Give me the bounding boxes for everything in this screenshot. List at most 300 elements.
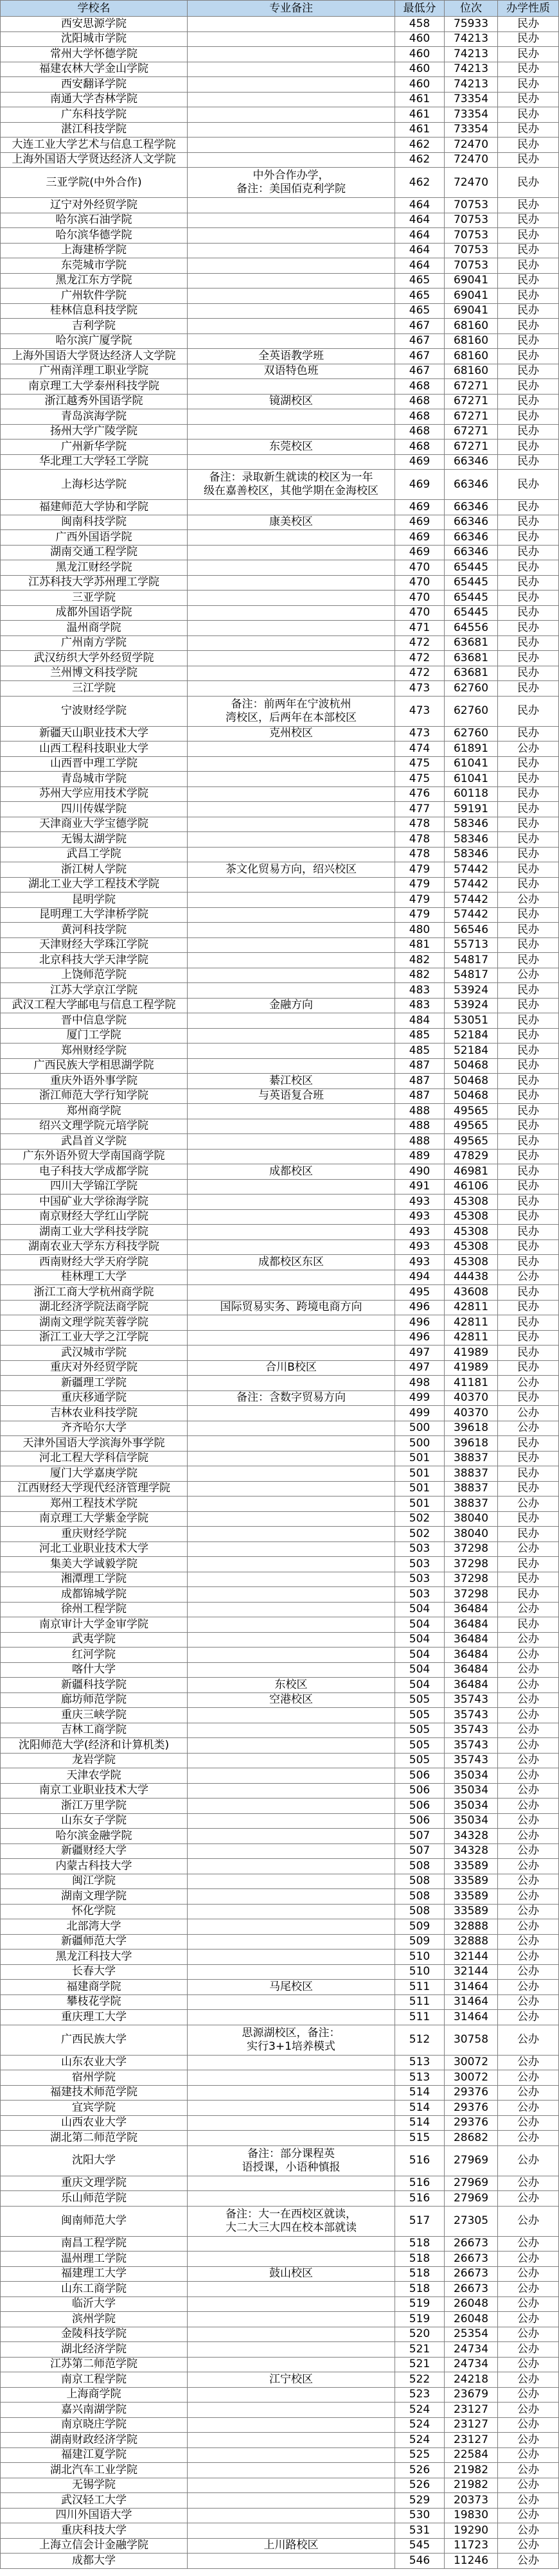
school-type-cell: 公办	[498, 1995, 559, 2010]
rank-cell: 64556	[445, 621, 498, 635]
table-row	[0, 1195, 559, 1210]
rank-cell: 65445	[445, 606, 498, 621]
rank-cell: 42811	[445, 1301, 498, 1315]
rank-cell: 36484	[445, 1663, 498, 1678]
min-score-cell: 501	[395, 1466, 445, 1481]
note-cell	[188, 1587, 395, 1602]
rank-cell: 29376	[445, 2101, 498, 2115]
rank-cell: 24218	[445, 2372, 498, 2387]
table-row	[0, 727, 559, 742]
school-type-cell: 民办	[498, 1315, 559, 1330]
note-cell	[188, 379, 395, 394]
note-cell	[188, 228, 395, 243]
table-row	[0, 168, 559, 198]
school-name-cell: 新疆师范大学	[0, 1935, 188, 1950]
note-cell	[188, 1768, 395, 1783]
table-row	[0, 1315, 559, 1331]
rank-cell: 68160	[445, 349, 498, 364]
note-cell	[188, 1376, 395, 1390]
note-cell	[188, 681, 395, 696]
rank-cell: 50468	[445, 1059, 498, 1074]
rank-cell: 42811	[445, 1315, 498, 1330]
note-cell	[188, 938, 395, 953]
table-row	[0, 1512, 559, 1527]
school-name-cell: 广州南方学院	[0, 636, 188, 651]
school-type-cell: 民办	[498, 258, 559, 273]
table-row	[0, 409, 559, 425]
school-type-cell: 公办	[498, 1784, 559, 1799]
school-name-cell: 山西农业大学	[0, 2116, 188, 2131]
min-score-cell: 496	[395, 1301, 445, 1315]
note-cell	[188, 1104, 395, 1119]
note-cell	[188, 1331, 395, 1346]
note-cell: 成都校区东区	[188, 1255, 395, 1270]
school-name-cell: 福建江夏学院	[0, 2448, 188, 2463]
table-row	[0, 1889, 559, 1905]
table-row	[0, 1874, 559, 1890]
school-name-cell: 浙江师范大学行知学院	[0, 1089, 188, 1104]
min-score-cell: 477	[395, 802, 445, 817]
min-score-cell: 470	[395, 606, 445, 621]
table-row	[0, 1980, 559, 1995]
table-row	[0, 2176, 559, 2192]
note-cell	[188, 1557, 395, 1572]
min-score-cell: 490	[395, 1164, 445, 1179]
note-cell	[188, 500, 395, 515]
rank-cell: 37298	[445, 1542, 498, 1557]
min-score-cell: 491	[395, 1180, 445, 1195]
table-row	[0, 1557, 559, 1572]
min-score-cell: 489	[395, 1150, 445, 1164]
note-cell	[188, 244, 395, 258]
school-type-cell: 民办	[498, 848, 559, 862]
note-cell	[188, 1648, 395, 1662]
school-name-cell: 电子科技大学成都学院	[0, 1164, 188, 1179]
school-type-cell: 民办	[498, 47, 559, 62]
rank-cell: 23127	[445, 2418, 498, 2433]
min-score-cell: 469	[395, 530, 445, 545]
note-cell	[188, 878, 395, 893]
school-name-cell: 广州南洋理工职业学院	[0, 364, 188, 379]
table-row	[0, 999, 559, 1014]
min-score-cell: 468	[395, 425, 445, 440]
school-type-cell: 公办	[498, 2056, 559, 2070]
rank-cell: 69041	[445, 274, 498, 289]
table-row	[0, 2539, 559, 2554]
school-type-cell: 民办	[498, 470, 559, 499]
school-name-cell: 广州软件学院	[0, 289, 188, 303]
rank-cell: 70753	[445, 198, 498, 213]
min-score-cell: 508	[395, 1859, 445, 1874]
school-name-cell: 福建理工大学	[0, 2267, 188, 2282]
school-name-cell: 闽南师范大学	[0, 2207, 188, 2236]
header-rank: 位次	[445, 1, 498, 16]
rank-cell: 40370	[445, 1391, 498, 1406]
school-type-cell: 民办	[498, 1512, 559, 1527]
rank-cell: 54817	[445, 953, 498, 968]
rank-cell: 35743	[445, 1754, 498, 1768]
school-name-cell: 四川外国语大学	[0, 2509, 188, 2523]
table-row	[0, 2372, 559, 2388]
school-type-cell: 公办	[498, 1874, 559, 1889]
min-score-cell: 467	[395, 349, 445, 364]
table-row	[0, 1527, 559, 1542]
rank-cell: 30758	[445, 2025, 498, 2055]
school-type-cell: 民办	[498, 1331, 559, 1346]
school-name-cell: 四川大学锦江学院	[0, 1180, 188, 1195]
table-row	[0, 817, 559, 833]
table-row	[0, 17, 559, 32]
min-score-cell: 508	[395, 1874, 445, 1889]
rank-cell: 68160	[445, 334, 498, 349]
note-cell	[188, 1270, 395, 1285]
school-name-cell: 湖北经济学院	[0, 2342, 188, 2357]
school-name-cell: 福建技术师范学院	[0, 2086, 188, 2101]
note-cell	[188, 2554, 395, 2568]
table-row	[0, 1255, 559, 1270]
rank-cell: 66346	[445, 530, 498, 545]
table-row	[0, 1180, 559, 1195]
school-type-cell: 民办	[498, 1195, 559, 1209]
school-type-cell: 民办	[498, 334, 559, 349]
table-row	[0, 1617, 559, 1633]
school-name-cell: 桂林理工大学	[0, 1270, 188, 1285]
school-type-cell: 民办	[498, 666, 559, 681]
table-row	[0, 2101, 559, 2116]
school-type-cell: 公办	[498, 1859, 559, 1874]
rank-cell: 49565	[445, 1104, 498, 1119]
table-row	[0, 2267, 559, 2282]
note-cell	[188, 651, 395, 666]
school-name-cell: 四川传媒学院	[0, 802, 188, 817]
rank-cell: 73354	[445, 123, 498, 138]
school-name-cell: 东莞城市学院	[0, 258, 188, 273]
table-row	[0, 742, 559, 757]
rank-cell: 73354	[445, 107, 498, 122]
table-row	[0, 1648, 559, 1663]
table-row	[0, 1210, 559, 1225]
rank-cell: 38837	[445, 1497, 498, 1511]
school-type-cell: 民办	[498, 1210, 559, 1225]
school-type-cell: 公办	[498, 2252, 559, 2266]
school-name-cell: 广西民族大学	[0, 2025, 188, 2055]
rank-cell: 38040	[445, 1527, 498, 1541]
school-name-cell: 福建商学院	[0, 1980, 188, 1994]
min-score-cell: 493	[395, 1210, 445, 1225]
min-score-cell: 479	[395, 862, 445, 877]
min-score-cell: 479	[395, 878, 445, 893]
table-row	[0, 2146, 559, 2176]
rank-cell: 52184	[445, 1029, 498, 1044]
school-name-cell: 天津农学院	[0, 1768, 188, 1783]
min-score-cell: 531	[395, 2523, 445, 2538]
rank-cell: 42811	[445, 1331, 498, 1346]
table-row	[0, 2509, 559, 2524]
rank-cell: 35034	[445, 1814, 498, 1829]
school-type-cell: 民办	[498, 817, 559, 832]
rank-cell: 65445	[445, 576, 498, 591]
min-score-cell: 496	[395, 1315, 445, 1330]
note-cell	[188, 32, 395, 47]
min-score-cell: 469	[395, 500, 445, 515]
note-cell: 上川路校区	[188, 2539, 395, 2554]
school-type-cell: 公办	[498, 2191, 559, 2206]
min-score-cell: 476	[395, 787, 445, 802]
rank-cell: 24734	[445, 2342, 498, 2357]
min-score-cell: 504	[395, 1663, 445, 1678]
school-type-cell: 民办	[498, 32, 559, 47]
school-type-cell: 民办	[498, 1301, 559, 1315]
table-row	[0, 1572, 559, 1588]
school-name-cell: 黑龙江财经学院	[0, 560, 188, 575]
note-cell: 成都校区	[188, 1164, 395, 1179]
school-type-cell: 公办	[498, 2207, 559, 2236]
school-name-cell: 南京理工大学紫金学院	[0, 1512, 188, 1527]
school-name-cell: 扬州大学广陵学院	[0, 425, 188, 440]
school-type-cell: 公办	[498, 2388, 559, 2403]
min-score-cell: 473	[395, 681, 445, 696]
table-row	[0, 2056, 559, 2071]
note-cell	[188, 1315, 395, 1330]
school-name-cell: 广州新华学院	[0, 440, 188, 454]
school-name-cell: 福建师范大学协和学院	[0, 500, 188, 515]
table-row	[0, 1436, 559, 1452]
table-row	[0, 228, 559, 244]
school-type-cell: 民办	[498, 168, 559, 197]
rank-cell: 58346	[445, 848, 498, 862]
min-score-cell: 516	[395, 2146, 445, 2176]
rank-cell: 54817	[445, 968, 498, 983]
min-score-cell: 520	[395, 2327, 445, 2342]
rank-cell: 29376	[445, 2086, 498, 2101]
table-row	[0, 1678, 559, 1693]
school-type-cell: 公办	[498, 2131, 559, 2145]
rank-cell: 65445	[445, 591, 498, 605]
min-score-cell: 521	[395, 2342, 445, 2357]
rank-cell: 33589	[445, 1905, 498, 1919]
table-row	[0, 244, 559, 259]
school-type-cell: 公办	[498, 2176, 559, 2191]
school-type-cell: 民办	[498, 1452, 559, 1466]
rank-cell: 70753	[445, 258, 498, 273]
rank-cell: 68160	[445, 364, 498, 379]
table-row	[0, 1482, 559, 1497]
rank-cell: 26673	[445, 2282, 498, 2296]
note-cell: 东校区	[188, 1678, 395, 1692]
school-type-cell: 民办	[498, 1059, 559, 1074]
table-row	[0, 1754, 559, 1769]
school-name-cell: 哈尔滨石油学院	[0, 213, 188, 228]
school-type-cell: 公办	[498, 1950, 559, 1964]
table-row	[0, 2342, 559, 2358]
school-name-cell: 浙江越秀外国语学院	[0, 395, 188, 409]
school-type-cell: 民办	[498, 1391, 559, 1406]
note-cell	[188, 17, 395, 31]
table-row	[0, 1013, 559, 1029]
note-cell	[188, 2448, 395, 2463]
rank-cell: 50468	[445, 1074, 498, 1088]
table-row	[0, 1950, 559, 1965]
note-cell	[188, 1150, 395, 1164]
table-row	[0, 1466, 559, 1482]
rank-cell: 35034	[445, 1799, 498, 1813]
school-type-cell: 民办	[498, 1074, 559, 1088]
school-name-cell: 河北工程大学科信学院	[0, 1452, 188, 1466]
table-row	[0, 576, 559, 591]
rank-cell: 19830	[445, 2509, 498, 2523]
note-cell	[188, 923, 395, 937]
rank-cell: 43608	[445, 1285, 498, 1300]
school-name-cell: 嘉兴南湖学院	[0, 2403, 188, 2417]
note-cell: 茶文化贸易方向，绍兴校区	[188, 862, 395, 877]
min-score-cell: 467	[395, 364, 445, 379]
table-row	[0, 1089, 559, 1105]
table-row	[0, 546, 559, 561]
rank-cell: 45308	[445, 1255, 498, 1270]
school-name-cell: 山东工商学院	[0, 2282, 188, 2296]
min-score-cell: 469	[395, 515, 445, 530]
rank-cell: 40370	[445, 1406, 498, 1421]
table-row	[0, 2312, 559, 2327]
school-name-cell: 广西外国语学院	[0, 530, 188, 545]
note-cell	[188, 802, 395, 817]
table-row	[0, 93, 559, 108]
rank-cell: 26673	[445, 2237, 498, 2252]
school-type-cell: 民办	[498, 606, 559, 621]
min-score-cell: 509	[395, 1935, 445, 1950]
school-name-cell: 浙江树人学院	[0, 862, 188, 877]
table-row	[0, 1708, 559, 1723]
rank-cell: 35743	[445, 1708, 498, 1723]
table-row	[0, 983, 559, 999]
note-cell	[188, 334, 395, 349]
rank-cell: 32144	[445, 1965, 498, 1980]
rank-cell: 67271	[445, 395, 498, 409]
school-type-cell: 公办	[498, 893, 559, 907]
table-row	[0, 606, 559, 621]
min-score-cell: 461	[395, 93, 445, 107]
school-name-cell: 重庆外语外事学院	[0, 1074, 188, 1088]
note-cell	[188, 576, 395, 591]
min-score-cell: 504	[395, 1603, 445, 1617]
note-cell: 中外合作办学， 备注：美国佰克利学院	[188, 168, 395, 197]
school-name-cell: 福建农林大学金山学院	[0, 62, 188, 77]
min-score-cell: 504	[395, 1648, 445, 1662]
rank-cell: 72470	[445, 153, 498, 168]
table-row	[0, 1829, 559, 1844]
note-cell	[188, 953, 395, 968]
note-cell: 双语特色班	[188, 364, 395, 379]
note-cell	[188, 1603, 395, 1617]
note-cell	[188, 1044, 395, 1058]
note-cell	[188, 1874, 395, 1889]
school-name-cell: 上海商学院	[0, 2388, 188, 2403]
rank-cell: 26048	[445, 2297, 498, 2312]
school-name-cell: 武汉纺织大学外经贸学院	[0, 651, 188, 666]
school-name-cell: 吉林工商学院	[0, 1723, 188, 1738]
min-score-cell: 505	[395, 1693, 445, 1708]
min-score-cell: 460	[395, 32, 445, 47]
min-score-cell: 519	[395, 2312, 445, 2327]
min-score-cell: 530	[395, 2509, 445, 2523]
table-row	[0, 2025, 559, 2056]
note-cell: 空港校区	[188, 1693, 395, 1708]
rank-cell: 27969	[445, 2176, 498, 2191]
table-row	[0, 319, 559, 334]
school-name-cell: 内蒙古科技大学	[0, 1859, 188, 1874]
min-score-cell: 524	[395, 2403, 445, 2417]
school-type-cell: 民办	[498, 908, 559, 923]
school-type-cell: 民办	[498, 107, 559, 122]
min-score-cell: 458	[395, 17, 445, 31]
table-row	[0, 968, 559, 984]
school-type-cell: 公办	[498, 1889, 559, 1904]
table-row	[0, 1376, 559, 1391]
school-name-cell: 辽宁对外经贸学院	[0, 198, 188, 213]
min-score-cell: 503	[395, 1572, 445, 1587]
school-type-cell: 民办	[498, 364, 559, 379]
rank-cell: 52184	[445, 1044, 498, 1058]
school-name-cell: 北部湾大学	[0, 1919, 188, 1934]
min-score-cell: 482	[395, 953, 445, 968]
rank-cell: 70753	[445, 228, 498, 243]
min-score-cell: 511	[395, 1995, 445, 2010]
min-score-cell: 471	[395, 621, 445, 635]
header-school-type: 办学性质	[498, 1, 559, 16]
school-name-cell: 上海外国语大学贤达经济人文学院	[0, 153, 188, 168]
note-cell: 备注：大一在西校区就读， 大二大三大四在校本部就读	[188, 2207, 395, 2236]
school-name-cell: 成都大学	[0, 2554, 188, 2568]
rank-cell: 53051	[445, 1013, 498, 1028]
school-name-cell: 南京工业职业技术大学	[0, 1784, 188, 1799]
school-type-cell: 公办	[498, 2448, 559, 2463]
note-cell	[188, 2388, 395, 2403]
school-type-cell: 民办	[498, 123, 559, 138]
school-type-cell: 公办	[498, 2403, 559, 2417]
table-row	[0, 107, 559, 123]
table-row	[0, 1406, 559, 1421]
table-row	[0, 2403, 559, 2418]
note-cell	[188, 606, 395, 621]
school-type-cell: 民办	[498, 862, 559, 877]
school-name-cell: 温州理工学院	[0, 2252, 188, 2266]
school-type-cell: 公办	[498, 1814, 559, 1829]
rank-cell: 39618	[445, 1421, 498, 1436]
school-type-cell: 民办	[498, 576, 559, 591]
min-score-cell: 464	[395, 198, 445, 213]
school-type-cell: 公办	[498, 2070, 559, 2085]
rank-cell: 65445	[445, 560, 498, 575]
school-type-cell: 公办	[498, 2509, 559, 2523]
min-score-cell: 499	[395, 1391, 445, 1406]
note-cell	[188, 787, 395, 802]
school-type-cell: 民办	[498, 409, 559, 424]
rank-cell: 11246	[445, 2554, 498, 2568]
school-name-cell: 武昌首义学院	[0, 1134, 188, 1149]
min-score-cell: 462	[395, 168, 445, 197]
min-score-cell: 493	[395, 1240, 445, 1255]
rank-cell: 38040	[445, 1512, 498, 1527]
school-name-cell: 怀化学院	[0, 1905, 188, 1919]
school-type-cell: 公办	[498, 1497, 559, 1511]
note-cell	[188, 1633, 395, 1648]
rank-cell: 30072	[445, 2056, 498, 2070]
min-score-cell: 481	[395, 938, 445, 953]
note-cell	[188, 2176, 395, 2191]
school-type-cell: 公办	[498, 1844, 559, 1859]
school-name-cell: 桂林信息科技学院	[0, 304, 188, 319]
school-name-cell: 江苏科技大学苏州理工学院	[0, 576, 188, 591]
